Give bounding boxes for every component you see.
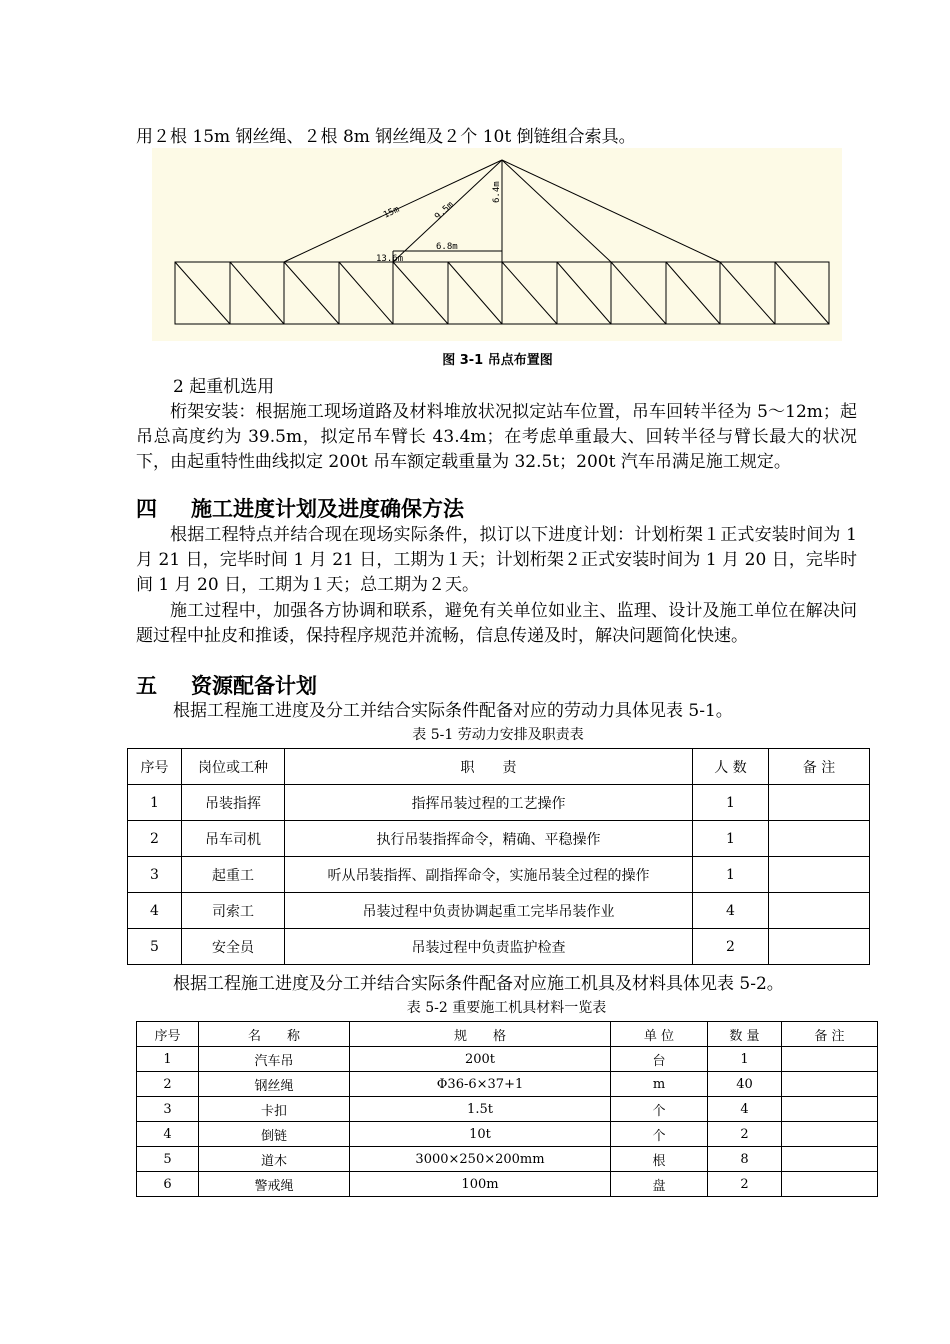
header-cell: 单 位 — [611, 1022, 708, 1047]
equipment-table — [136, 1021, 878, 1197]
table-cell — [782, 1172, 878, 1197]
table-cell: 1 — [693, 857, 769, 893]
section2-title: 2 起重机选用 — [173, 377, 275, 397]
header-cell: 数 量 — [708, 1022, 782, 1047]
table-row — [128, 785, 870, 821]
table-cell: 吊装指挥 — [182, 785, 285, 821]
heading-4-number: 四 — [136, 497, 157, 521]
figure-caption: 图 3-1 吊点布置图 — [442, 353, 553, 368]
table-cell: 倒链 — [199, 1122, 350, 1147]
heading-5-number: 五 — [136, 674, 157, 698]
table-cell: 司索工 — [182, 893, 285, 929]
table-cell: 2 — [128, 821, 182, 857]
table-cell: 1 — [128, 785, 182, 821]
intro-line: 用２根 15m 钢丝绳、２根 8m 钢丝绳及２个 10t 倒链组合索具。 — [136, 127, 636, 147]
table-cell: 4 — [693, 893, 769, 929]
table-header-row — [137, 1022, 878, 1047]
label-6.8m: 6.8m — [436, 242, 458, 252]
table-cell: 台 — [611, 1047, 708, 1072]
header-cell: 岗位或工种 — [182, 749, 285, 785]
table-cell: 起重工 — [182, 857, 285, 893]
label-6.4m: 6.4m — [492, 181, 502, 203]
table-row — [128, 929, 870, 965]
table-cell: 3000×250×200mm — [350, 1147, 611, 1172]
table-cell — [769, 821, 870, 857]
table-cell — [769, 857, 870, 893]
header-cell: 备 注 — [782, 1022, 878, 1047]
table-cell — [782, 1097, 878, 1122]
table-cell: 1 — [708, 1047, 782, 1072]
truss-diagram — [152, 148, 842, 341]
table-row — [137, 1122, 878, 1147]
table-row — [128, 857, 870, 893]
section2-paragraph: 桁架安装：根据施工现场道路及材料堆放状况拟定站车位置，吊车回转半径为 5～12m；起吊总高度约为 39.5m，拟定吊车臂长 43.4m；在考虑单重最大、回转半径与臂长最大的状况下，由起重特性曲线拟定 200t 吊车额定载重量为 32.5t；200t 汽车吊满足施工规定。 — [136, 402, 857, 472]
table-cell: 吊车司机 — [182, 821, 285, 857]
table-cell: 4 — [128, 893, 182, 929]
heading-4-text: 施工进度计划及进度确保方法 — [191, 497, 464, 521]
table-row — [137, 1097, 878, 1122]
lifting-point-figure — [152, 148, 842, 341]
table-cell: 个 — [611, 1122, 708, 1147]
table-cell: 4 — [708, 1097, 782, 1122]
label-9.5m: 9.5m — [433, 200, 456, 223]
table-cell: 1 — [693, 821, 769, 857]
table-cell: 道木 — [199, 1147, 350, 1172]
table-cell: 2 — [137, 1072, 199, 1097]
table-cell: 吊装过程中负责监护检查 — [285, 929, 693, 965]
table-row — [137, 1072, 878, 1097]
table-cell: 卡扣 — [199, 1097, 350, 1122]
table-cell: 1 — [693, 785, 769, 821]
table-cell — [782, 1122, 878, 1147]
table-cell: 5 — [128, 929, 182, 965]
table-cell: 吊装过程中负责协调起重工完毕吊装作业 — [285, 893, 693, 929]
table-cell: 安全员 — [182, 929, 285, 965]
header-cell: 人 数 — [693, 749, 769, 785]
section4-paragraph-1: 根据工程特点并结合现在现场实际条件，拟订以下进度计划：计划桁架１正式安装时间为 1 月 21 日，完毕时间 1 月 21 日，工期为１天；计划桁架２正式安装时间为 1 月 20 日，完毕时间 1 月 20 日，工期为１天；总工期为２天。 — [136, 525, 857, 595]
table-row — [137, 1047, 878, 1072]
table-row — [128, 821, 870, 857]
table-row — [137, 1147, 878, 1172]
table-cell: 盘 — [611, 1172, 708, 1197]
header-cell: 规 格 — [350, 1022, 611, 1047]
table-cell: 8 — [708, 1147, 782, 1172]
table1-caption: 表 5-1 劳动力安排及职责表 — [412, 727, 584, 743]
table-cell: 200t — [350, 1047, 611, 1072]
header-cell: 备 注 — [769, 749, 870, 785]
table-cell: m — [611, 1072, 708, 1097]
label-15m: 15m — [382, 204, 402, 221]
table-cell: 10t — [350, 1122, 611, 1147]
table-cell: Φ36-6×37+1 — [350, 1072, 611, 1097]
table-cell: 2 — [693, 929, 769, 965]
table-cell — [769, 893, 870, 929]
table-cell — [782, 1147, 878, 1172]
table-cell: 1.5t — [350, 1097, 611, 1122]
header-cell: 序号 — [128, 749, 182, 785]
table-row — [128, 893, 870, 929]
labor-table — [127, 748, 870, 965]
table-cell: 警戒绳 — [199, 1172, 350, 1197]
table-cell: 6 — [137, 1172, 199, 1197]
table-cell: 根 — [611, 1147, 708, 1172]
table-cell: 40 — [708, 1072, 782, 1097]
table-cell: 4 — [137, 1122, 199, 1147]
heading-5-text: 资源配备计划 — [191, 674, 317, 698]
table-cell: 听从吊装指挥、副指挥命令，实施吊装全过程的操作 — [285, 857, 693, 893]
table-cell — [769, 785, 870, 821]
heading-section-5 — [136, 673, 317, 699]
table-cell: 钢丝绳 — [199, 1072, 350, 1097]
section4-paragraph-2: 施工过程中，加强各方协调和联系，避免有关单位如业主、监理、设计及施工单位在解决问题过程中扯皮和推诿，保持程序规范并流畅，信息传递及时，解决问题简化快速。 — [136, 601, 857, 646]
table-cell: 执行吊装指挥命令，精确、平稳操作 — [285, 821, 693, 857]
heading-section-4 — [136, 496, 464, 522]
header-cell: 职 责 — [285, 749, 693, 785]
table-cell: 2 — [708, 1172, 782, 1197]
header-cell: 名 称 — [199, 1022, 350, 1047]
table-cell — [782, 1072, 878, 1097]
table-cell: 2 — [708, 1122, 782, 1147]
table2-caption: 表 5-2 重要施工机具材料一览表 — [406, 1000, 607, 1016]
table-cell: 汽车吊 — [199, 1047, 350, 1072]
table-cell: 3 — [128, 857, 182, 893]
table-cell: 5 — [137, 1147, 199, 1172]
table-cell: 100m — [350, 1172, 611, 1197]
section5-paragraph-2: 根据工程施工进度及分工并结合实际条件配备对应施工机具及材料具体见表 5-2。 — [173, 974, 784, 994]
header-cell: 序号 — [137, 1022, 199, 1047]
label-13.6m: 13.6m — [376, 254, 404, 264]
table-header-row — [128, 749, 870, 785]
table-row — [137, 1172, 878, 1197]
table-cell: 1 — [137, 1047, 199, 1072]
table-cell — [782, 1047, 878, 1072]
section5-paragraph-1: 根据工程施工进度及分工并结合实际条件配备对应的劳动力具体见表 5-1。 — [173, 701, 733, 721]
table-cell — [769, 929, 870, 965]
table-cell: 指挥吊装过程的工艺操作 — [285, 785, 693, 821]
table-cell: 个 — [611, 1097, 708, 1122]
table-cell: 3 — [137, 1097, 199, 1122]
